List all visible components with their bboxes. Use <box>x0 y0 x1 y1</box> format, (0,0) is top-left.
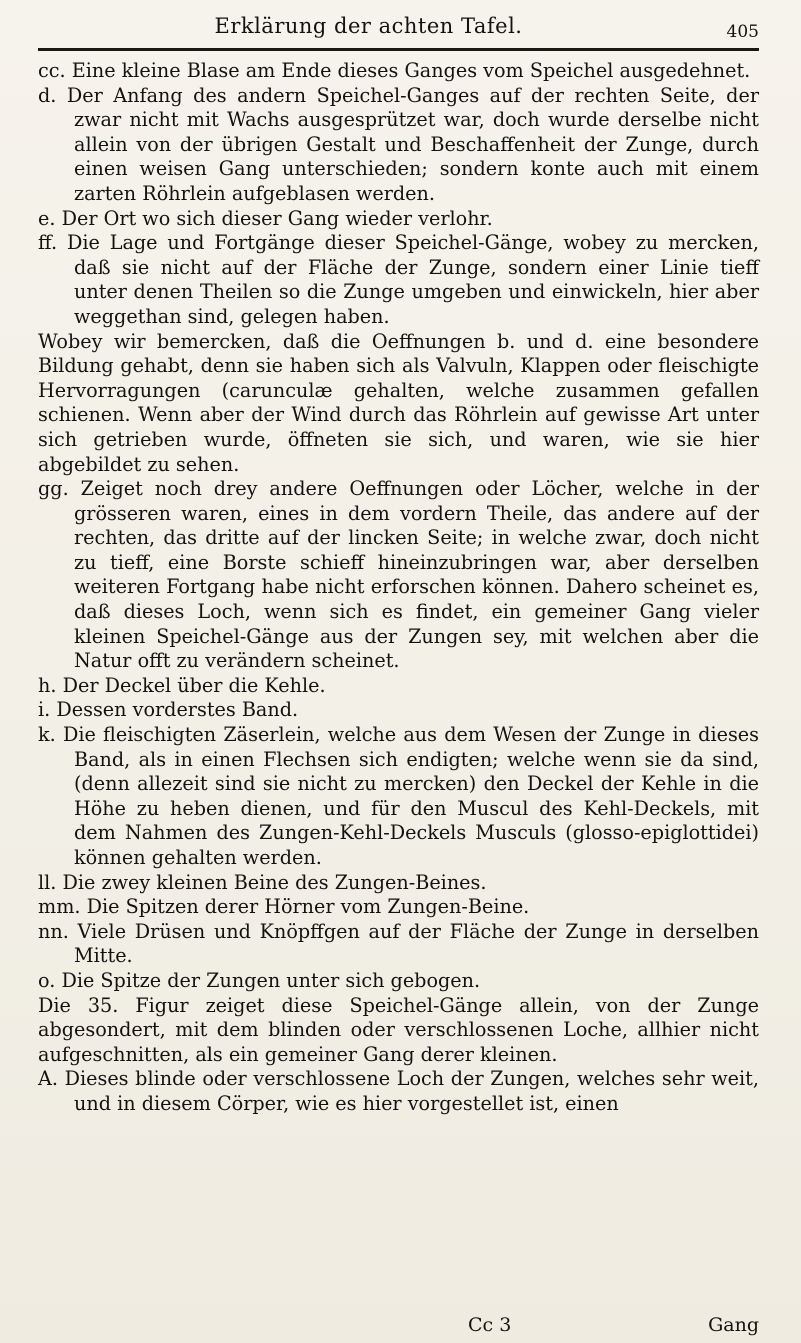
legend-entry <box>38 477 759 674</box>
legend-entry <box>38 994 759 1068</box>
legend-entry <box>38 1067 759 1116</box>
entry-text: Eine kleine Blase am Ende dieses Ganges vom Speichel ausgedehnet. <box>71 59 751 82</box>
legend-entry <box>38 330 759 478</box>
legend-entry <box>38 723 759 871</box>
entry-text: Der Ort wo sich dieser Gang wieder verlohr. <box>61 206 493 230</box>
legend-entry <box>38 920 759 969</box>
entry-label: ll. <box>38 870 57 894</box>
legend-entry <box>38 231 759 329</box>
entry-text: Der Anfang des andern Speichel-Ganges auf der rechten Seite, der zwar nicht mit Wachs ausgesprützet war, doch wurde derselbe nicht allein von der übrigen Gestalt und Beschaffenheit der Zunge, durch einen weisen Gang unterschieden; sondern konte auch mit einem zarten Röhrlein aufgeblasen werden. <box>66 83 759 205</box>
entry-label: e. <box>38 206 56 230</box>
catchword: Gang <box>708 1314 759 1336</box>
entry-label: d. <box>38 83 57 107</box>
entry-label: ff. <box>38 231 58 255</box>
entry-label: A. <box>38 1067 58 1091</box>
entry-text: Wobey wir bemercken, daß die Oeffnungen b. und d. eine besondere Bildung gehabt, denn sie haben sich als Valvuln, Klappen oder fleischigte Hervorragungen (carunculæ gehalten, welche zusammen gefallen schienen. Wenn aber der Wind durch das Röhrlein auf gewisse Art unter sich getrieben wurde, öffneten sie sich, und waren, wie sie hier abgebildet zu sehen. <box>38 329 759 476</box>
running-title: Erklärung der achten Tafel. <box>214 14 523 38</box>
entry-text: Die fleischigten Zäserlein, welche aus dem Wesen der Zunge in dieses Band, als in einen Flechsen sich endigten; welche wenn sie da sind, (denn allezeit sind sie nicht zu mercken) den Deckel der Kehle in die Höhe zu heben dienen, und für den Muscul des Kehl-Deckels, mit dem Nahmen des Zungen-Kehl-Deckels Musculs (glosso-epiglottidei) können gehalten werden. <box>62 723 759 869</box>
entry-label: k. <box>38 723 56 747</box>
entry-label: gg. <box>38 477 69 501</box>
entry-text: Die zwey kleinen Beine des Zungen-Beines. <box>62 870 487 894</box>
entry-text: Die Spitze der Zungen unter sich gebogen. <box>61 968 481 992</box>
legend-entry <box>38 84 759 207</box>
header-rule <box>38 48 759 51</box>
entry-label: cc. <box>38 59 66 82</box>
entry-text: Dieses blinde oder verschlossene Loch der Zungen, welches sehr weit, und in diesem Cörper, wie es hier vorgestellet ist, einen <box>64 1067 759 1115</box>
explanation-text <box>38 59 759 1117</box>
legend-entry <box>38 871 759 896</box>
entry-label: nn. <box>38 919 69 943</box>
entry-label: i. <box>38 698 51 722</box>
entry-text: Viele Drüsen und Knöpffgen auf der Fläche der Zunge in derselben Mitte. <box>74 919 759 968</box>
legend-entry <box>38 895 759 920</box>
entry-label: h. <box>38 673 57 697</box>
entry-label: o. <box>38 968 56 992</box>
entry-text: Der Deckel über die Kehle. <box>62 673 326 697</box>
signature-mark: Cc 3 <box>468 1314 512 1336</box>
page-header <box>38 12 759 48</box>
entry-text: Die Spitzen derer Hörner vom Zungen-Beine. <box>86 895 530 919</box>
legend-entry <box>38 698 759 723</box>
entry-text: Zeiget noch drey andere Oeffnungen oder Löcher, welche in der grösseren waren, eines in dem vordern Theile, das andere auf der rechten, das dritte auf der lincken Seite; in welche zwar, doch nicht zu tieff, eine Borste schieff hineinzubringen war, aber derselben weiteren Fortgang habe nicht erforschen können. Dahero scheinet es, daß dieses Loch, wenn sich es findet, ein gemeiner Gang vieler kleinen Speichel-Gänge aus der Zungen sey, mit welchen aber die Natur offt zu verändern scheinet. <box>74 477 759 673</box>
legend-entry <box>38 207 759 232</box>
legend-entry <box>38 674 759 699</box>
entry-text: Die Lage und Fortgänge dieser Speichel-Gänge, wobey zu mercken, daß sie nicht auf der Fläche der Zunge, sondern einer Linie tieff unter denen Theilen so die Zunge umgeben und einwickeln, hier aber weggethan sind, gelegen haben. <box>66 231 759 328</box>
page-footer <box>38 1314 759 1340</box>
entry-text: Die 35. Figur zeiget diese Speichel-Gänge allein, von der Zunge abgesondert, mit dem blinden oder verschlossenen Loche, allhier nicht aufgeschnitten, als ein gemeiner Gang derer kleinen. <box>38 993 759 1066</box>
legend-entry <box>38 59 759 84</box>
legend-entry <box>38 969 759 994</box>
page-number: 405 <box>726 22 759 42</box>
entry-text: Dessen vorderstes Band. <box>56 698 299 722</box>
entry-label: mm. <box>38 895 81 919</box>
